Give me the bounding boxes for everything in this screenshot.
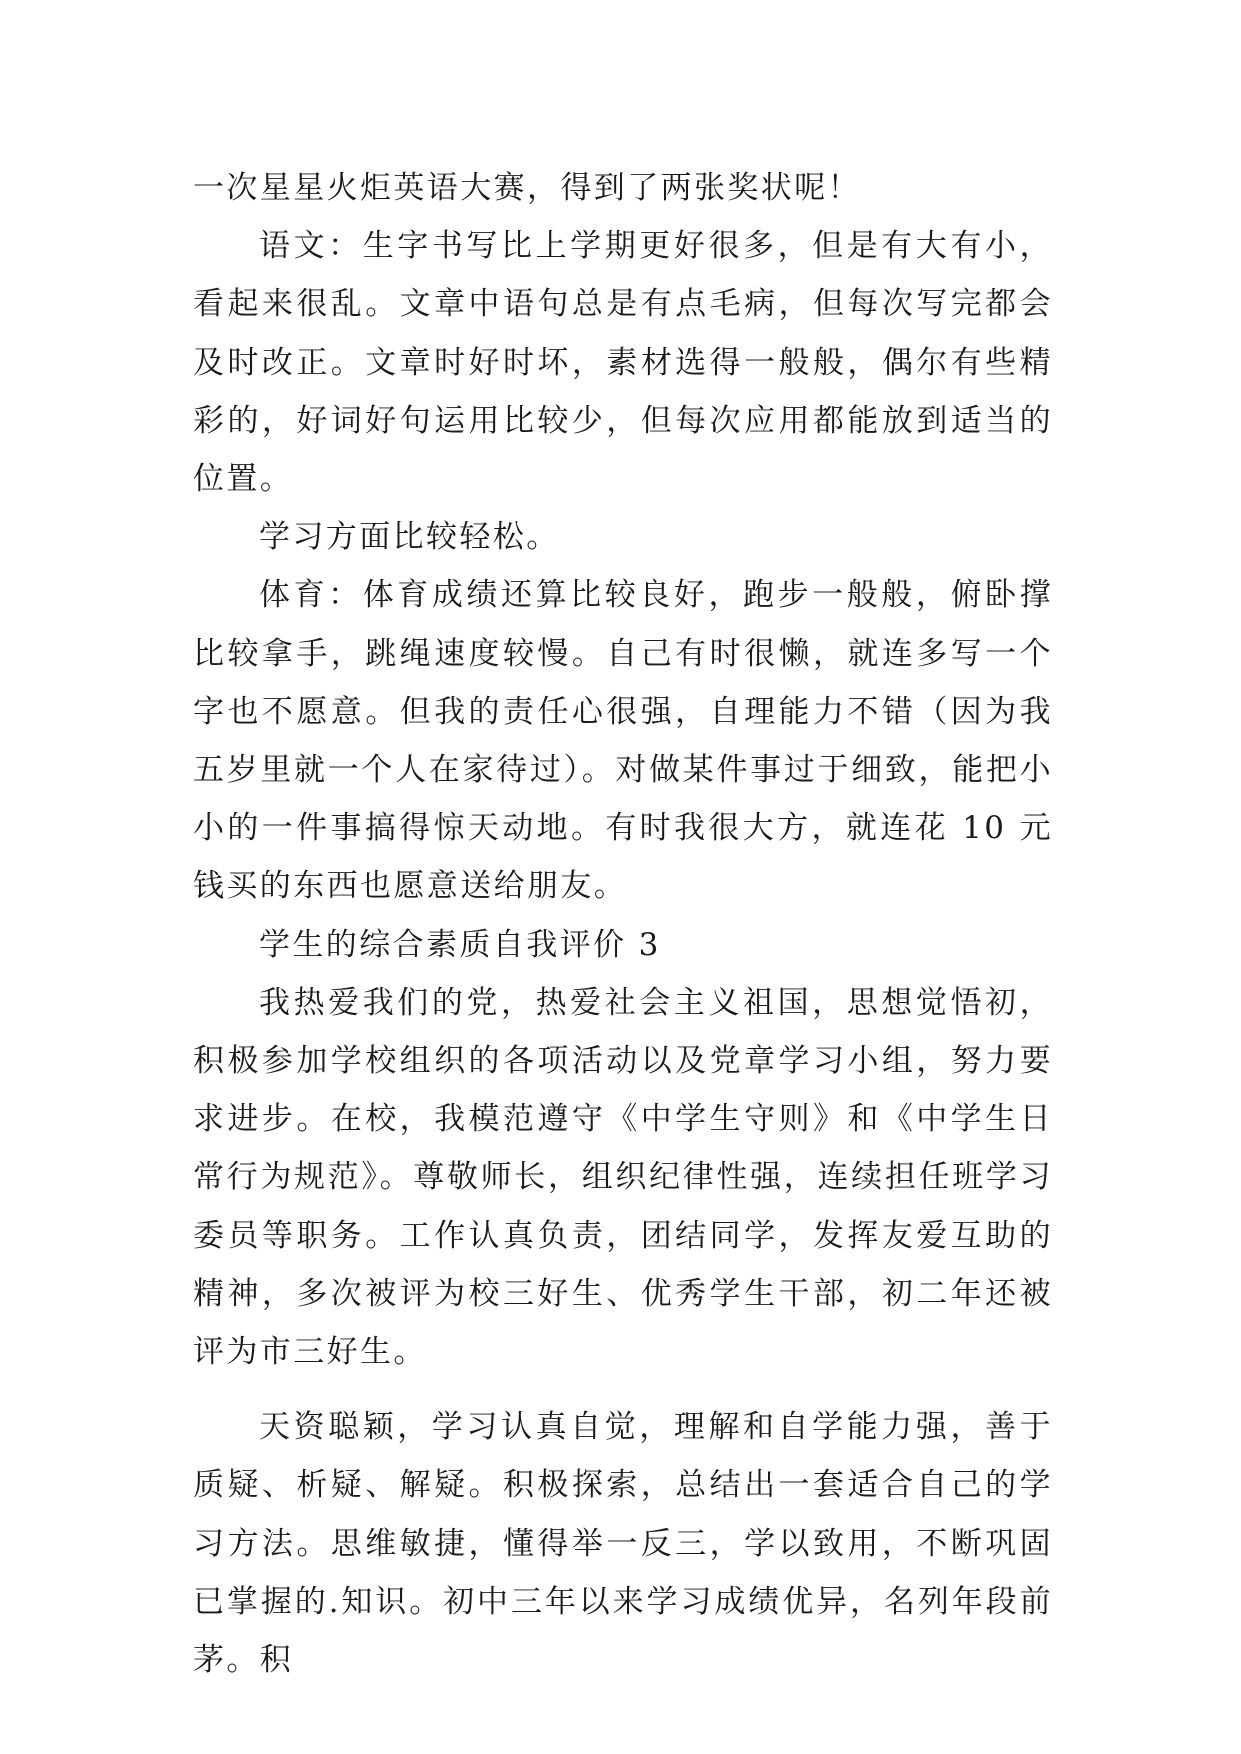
- paragraph-political-conduct: 我热爱我们的党，热爱社会主义祖国，思想觉悟初，积极参加学校组织的各项活动以及党章学习小组，努力要求进步。在校，我模范遵守《中学生守则》和《中学生日常行为规范》。尊敬师长，组织纪律性强，连续担任班学习委员等职务。工作认真负责，团结同学，发挥友爱互助的精神，多次被评为校三好生、优秀学生干部，初二年还被评为市三好生。: [193, 984, 1053, 1371]
- paragraph-chinese-subject: 语文：生字书写比上学期更好很多，但是有大有小，看起来很乱。文章中语句总是有点毛病，但每次写完都会及时改正。文章时好时坏，素材选得一般般，偶尔有些精彩的，好词好句运用比较少，但每次应用都能放到适当的位置。: [193, 228, 1053, 498]
- document-body: [193, 159, 1053, 1689]
- section-heading-self-evaluation-3: 学生的综合素质自我评价 3: [259, 926, 661, 963]
- paragraph-study-ability: 天资聪颖，学习认真自觉，理解和自学能力强，善于质疑、析疑、解疑。积极探索，总结出一套适合自己的学习方法。思维敏捷，懂得举一反三，学以致用，不断巩固已掌握的.知识。初中三年以来学习成绩优异，名列年段前茅。积: [193, 1409, 1053, 1679]
- paragraph-english-contest: 一次星星火炬英语大赛，得到了两张奖状呢！: [193, 170, 861, 206]
- paragraph-study-easy: 学习方面比较轻松。: [259, 519, 560, 556]
- paragraph-pe-subject: 体育：体育成绩还算比较良好，跑步一般般，俯卧撑比较拿手，跳绳速度较慢。自己有时很懒，就连多写一个字也不愿意。但我的责任心很强，自理能力不错（因为我五岁里就一个人在家待过）。对做某件事过于细致，能把小小的一件事搞得惊天动地。有时我很大方，就连花 10 元钱买的东西也愿意送给朋友。: [193, 577, 1053, 905]
